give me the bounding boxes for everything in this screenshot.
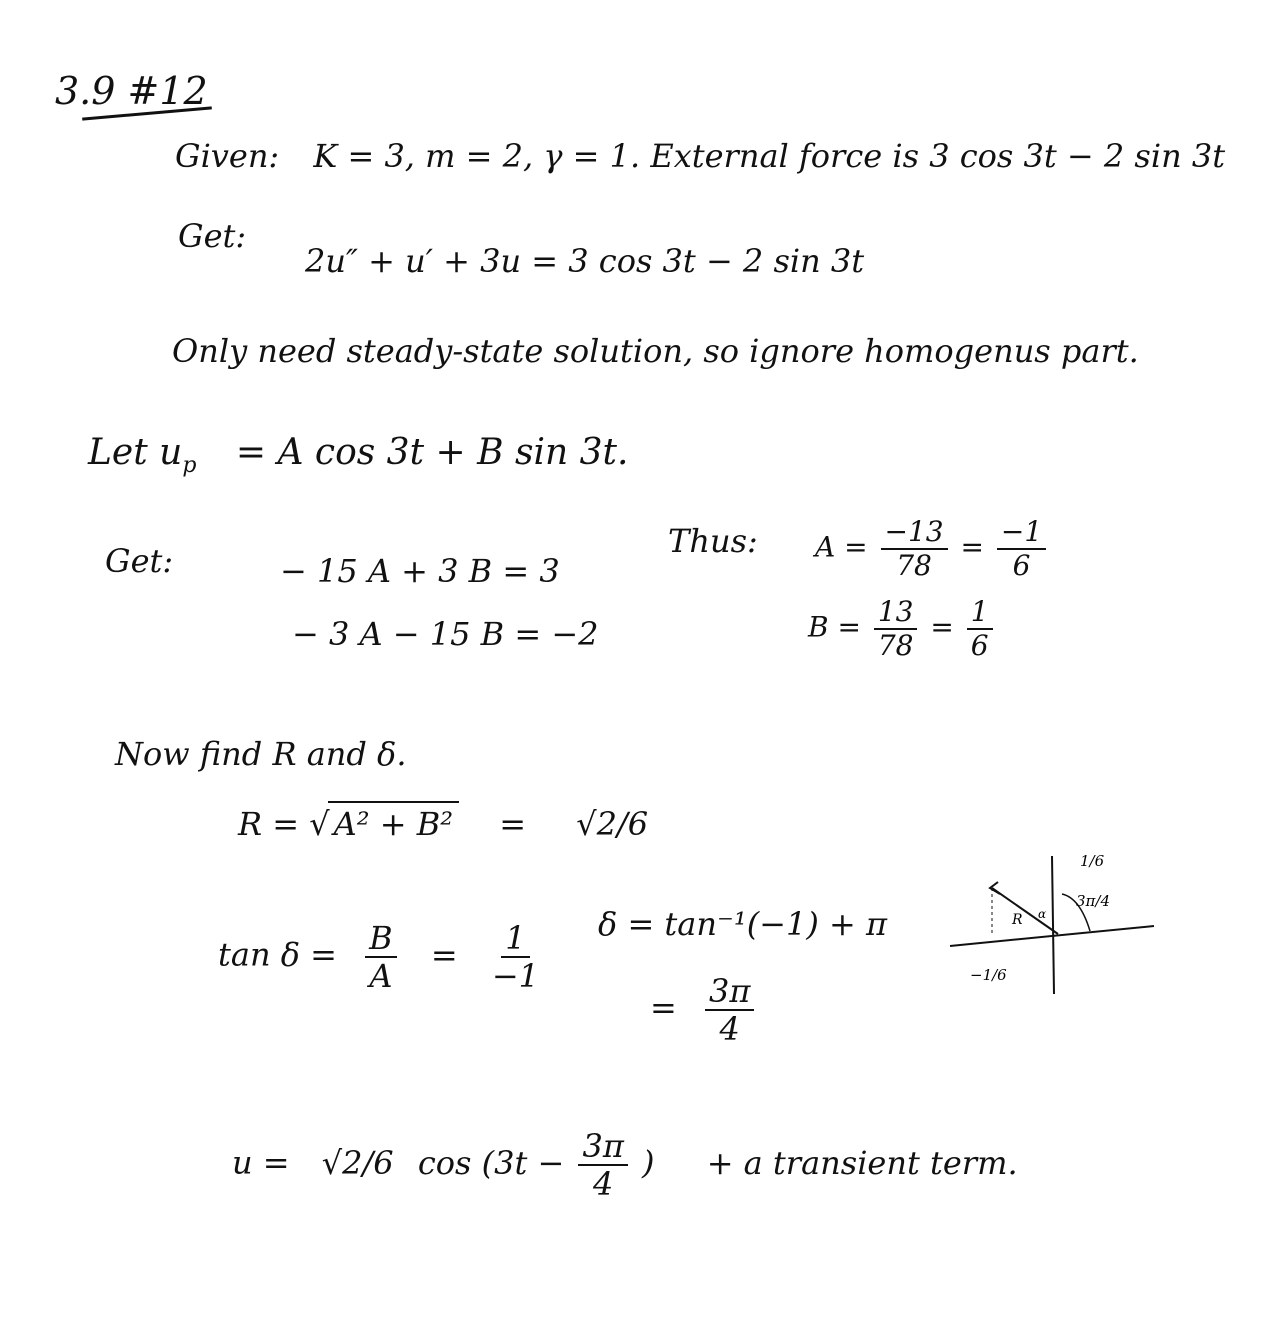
a-den: 78 xyxy=(896,549,932,582)
given-label: Given: xyxy=(175,137,280,175)
ba-den: A xyxy=(369,957,393,995)
b-fraction xyxy=(874,595,918,662)
given-text: K = 3, m = 2, γ = 1. External force is 3 cos 3t − 2 sin 3t xyxy=(313,137,1226,175)
ratio-den: −1 xyxy=(491,957,539,995)
diagram-alpha-label: α xyxy=(1038,907,1047,921)
sqrt-expression: √ A² + B² xyxy=(309,808,459,840)
tan-prefix: tan δ = xyxy=(218,935,337,974)
b-den: 78 xyxy=(877,629,914,662)
a-equals: = xyxy=(960,530,984,564)
vertical-axis xyxy=(1052,856,1054,994)
get-label-1: Get: xyxy=(178,217,247,255)
ba-num: B xyxy=(365,922,397,958)
b-solution xyxy=(808,595,997,662)
ode-equation: 2u″ + u′ + 3u = 3 cos 3t − 2 sin 3t xyxy=(305,242,865,280)
tan-equals: = xyxy=(430,935,458,974)
diagram-angle-label: 3π/4 xyxy=(1076,892,1110,910)
let-lhs: Let u xyxy=(88,432,183,473)
get-label-2: Get: xyxy=(105,542,174,580)
a-num2: −1 xyxy=(997,518,1046,550)
ba-fraction xyxy=(365,919,397,995)
delta-equals: = xyxy=(650,988,677,1027)
final-den: 4 xyxy=(592,1165,614,1203)
r-equals: = xyxy=(499,805,527,843)
delta-den: 4 xyxy=(719,1010,740,1048)
ratio-fraction xyxy=(488,919,543,995)
diagram-top-label: 1/6 xyxy=(1080,852,1105,870)
steady-state-note: Only need steady-state solution, so ignore homogenus part. xyxy=(172,332,1139,370)
b-equals: = xyxy=(930,610,954,644)
final-tail: + a transient term. xyxy=(706,1143,1018,1182)
final-amp: √2/6 xyxy=(321,1143,394,1182)
ratio-num: 1 xyxy=(501,922,529,958)
final-fraction xyxy=(578,1127,627,1203)
b-num2: 1 xyxy=(967,598,993,630)
let-rhs: = A cos 3t + B sin 3t. xyxy=(235,432,629,473)
final-cos: cos (3t − xyxy=(417,1143,565,1182)
final-num: 3π xyxy=(578,1130,627,1166)
a-den2: 6 xyxy=(1012,549,1031,582)
a-fraction xyxy=(881,515,948,582)
r-radicand: A² + B² xyxy=(328,801,459,843)
a-solution xyxy=(815,515,1050,582)
r-vector xyxy=(992,888,1058,934)
final-answer xyxy=(232,1127,1018,1203)
b-fraction-reduced xyxy=(967,595,993,662)
phase-angle-diagram xyxy=(940,848,1160,998)
now-find-heading: Now find R and δ. xyxy=(115,735,407,773)
a-num: −13 xyxy=(881,518,948,550)
r-prefix: R = xyxy=(238,805,300,843)
r-line xyxy=(238,805,649,843)
diagram-left-label: −1/6 xyxy=(970,966,1007,984)
delta-num: 3π xyxy=(705,975,754,1011)
delta-fraction xyxy=(705,972,754,1048)
b-den2: 6 xyxy=(970,629,989,662)
r-value: √2/6 xyxy=(576,805,649,843)
diagram-r-label: R xyxy=(1012,912,1023,928)
thus-label: Thus: xyxy=(668,522,758,560)
let-line xyxy=(88,432,629,479)
tan-line xyxy=(218,919,547,995)
b-num: 13 xyxy=(874,598,918,630)
let-sub: p xyxy=(182,453,197,479)
final-close: ) xyxy=(642,1143,655,1182)
a-fraction-reduced xyxy=(997,515,1046,582)
delta-line: δ = tan⁻¹(−1) + π xyxy=(598,905,888,943)
problem-title: 3.9 #12 xyxy=(55,69,208,113)
system-eq-1: − 15 A + 3 B = 3 xyxy=(280,552,560,590)
a-prefix: A = xyxy=(815,530,868,564)
delta-result xyxy=(650,972,758,1048)
b-prefix: B = xyxy=(808,610,861,644)
final-lhs: u = xyxy=(232,1143,290,1182)
system-eq-2: − 3 A − 15 B = −2 xyxy=(292,615,599,653)
given-line xyxy=(175,137,1226,175)
